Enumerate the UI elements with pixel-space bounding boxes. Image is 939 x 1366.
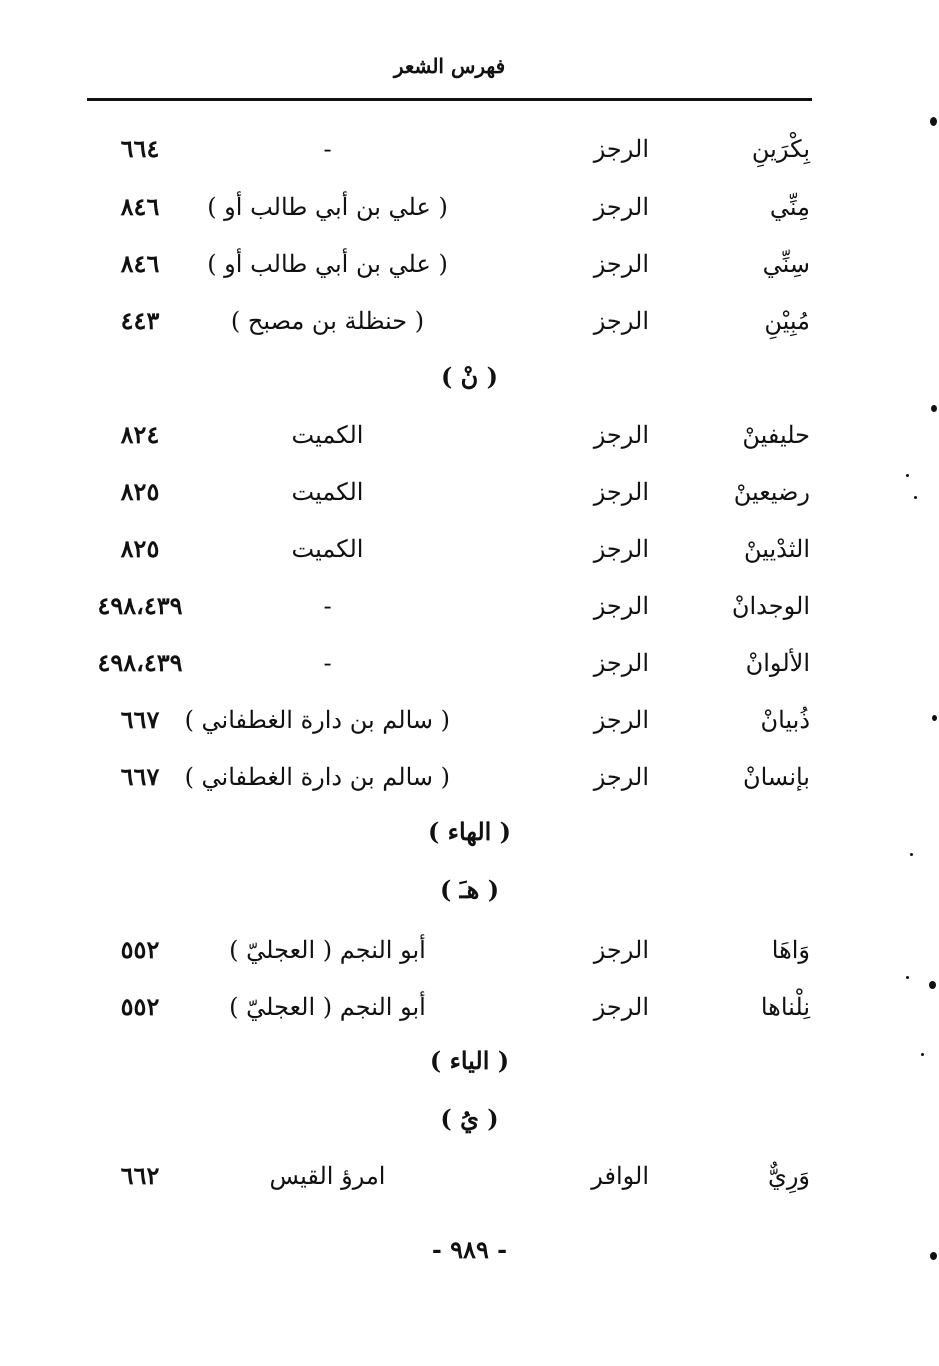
poet: أبو النجم ( العجليّ ) [229,993,426,1021]
rhyme-word: وَاهَا [771,936,810,964]
poet: أبو النجم ( العجليّ ) [229,936,426,964]
meter: الرجز [593,993,649,1021]
scan-speck [931,405,937,412]
page-reference: ٦٦٢ [120,1161,160,1190]
poet: امرؤ القيس [269,1162,386,1190]
scan-speck [914,496,917,499]
header-divider [87,98,812,101]
section-heading: ( الهاء ) [427,817,512,846]
page-reference: ٨٤٦ [120,249,160,278]
scan-speck [932,715,937,721]
scan-speck [930,117,937,126]
scan-speck [930,1252,937,1260]
meter: الرجز [593,592,649,620]
meter: الرجز [593,250,649,278]
index-row [0,700,939,740]
rhyme-word: بِكْرَينِ [751,135,810,163]
page-title: فهرس الشعر [393,54,506,78]
rhyme-word: الألوانْ [745,649,810,677]
meter: الرجز [593,307,649,335]
index-row [0,529,939,569]
poet: ( علي بن أبي طالب أو ) [207,193,448,221]
index-row [0,301,939,341]
poet: - [323,649,332,677]
scan-speck [929,981,936,989]
page-reference: ٦٦٧ [120,705,160,734]
poet: - [323,135,332,163]
meter: الرجز [593,706,649,734]
index-row [0,187,939,227]
index-row [0,1156,939,1196]
rhyme-word: سِنِّي [762,250,810,278]
index-row [0,987,939,1027]
index-row [0,244,939,284]
rhyme-word: نِلْناها [760,993,810,1021]
page-reference: ٦٦٤ [120,134,160,163]
page-reference: ٨٢٥ [120,477,160,506]
section-heading: ( هـَ ) [439,875,500,904]
scan-speck [910,853,913,856]
index-row [0,415,939,455]
index-row [0,586,939,626]
page-reference: ٤٩٨،٤٣٩ [97,648,183,677]
page-reference: ٨٤٦ [120,192,160,221]
section-heading: ( يُ ) [440,1104,499,1133]
section-heading: ( الياء ) [429,1046,510,1075]
page-reference: ٥٥٢ [120,935,160,964]
meter: الرجز [593,478,649,506]
rhyme-word: مِنِّي [769,193,810,221]
poet: الكميت [291,478,364,506]
page-reference: ٤٩٨،٤٣٩ [97,591,183,620]
page-reference: ٤٤٣ [120,306,160,335]
scan-speck [921,1053,924,1056]
meter: الرجز [593,421,649,449]
page-reference: ٦٦٧ [120,762,160,791]
page-number: - ٩٨٩ - [431,1235,508,1264]
meter: الرجز [593,649,649,677]
page-reference: ٨٢٥ [120,534,160,563]
poet: - [323,592,332,620]
meter: الرجز [593,535,649,563]
page-reference: ٥٥٢ [120,992,160,1021]
rhyme-word: ذُبيانْ [760,706,810,734]
index-row [0,643,939,683]
poet: ( حنظلة بن مصبح ) [230,307,425,335]
meter: الرجز [593,193,649,221]
page-reference: ٨٢٤ [120,420,160,449]
poet: ( سالم بن دارة الغطفاني ) [184,763,450,791]
index-row [0,129,939,169]
meter: الوافر [591,1162,649,1190]
meter: الرجز [593,135,649,163]
index-row [0,757,939,797]
scan-speck [906,976,909,979]
index-row [0,930,939,970]
rhyme-word: حليفينْ [742,421,810,449]
poet: الكميت [291,421,364,449]
scan-speck [906,474,909,477]
rhyme-word: بإنسانْ [742,763,810,791]
rhyme-word: الوجدانْ [731,592,810,620]
meter: الرجز [593,936,649,964]
rhyme-word: الثدْيينْ [743,535,810,563]
poet: ( علي بن أبي طالب أو ) [207,250,448,278]
poet: الكميت [291,535,364,563]
rhyme-word: رضيعينْ [733,478,810,506]
section-heading: ( نْ ) [440,362,499,391]
rhyme-word: مُبِيْنِ [764,307,810,335]
meter: الرجز [593,763,649,791]
poet: ( سالم بن دارة الغطفاني ) [184,706,450,734]
index-row [0,472,939,512]
rhyme-word: وَرِيٌّ [768,1162,810,1190]
